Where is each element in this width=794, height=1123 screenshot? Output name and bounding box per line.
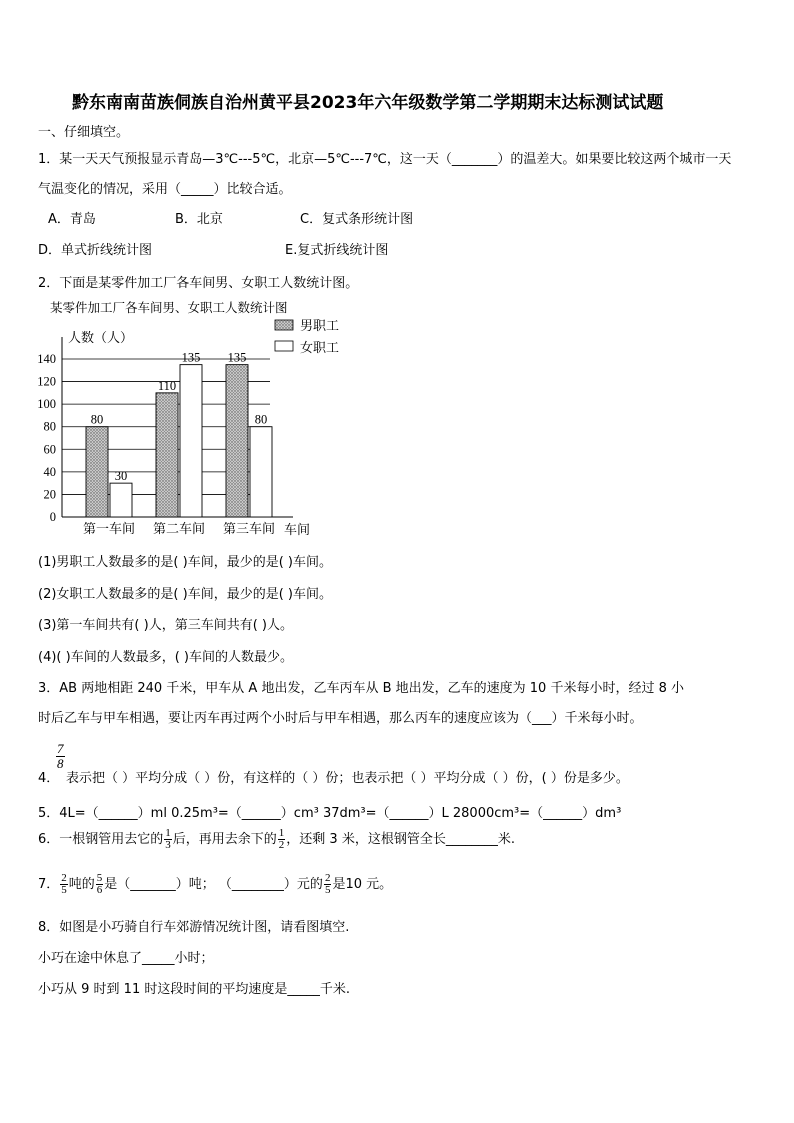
q6-fraction-2 [278, 828, 286, 851]
q7-fraction-2 [96, 873, 104, 896]
bar-chart [0, 0, 794, 560]
q2-sub1: (1)男职工人数最多的是( )车间，最少的是( )车间。 [38, 555, 332, 570]
q7-f3-den: 5 [324, 884, 331, 896]
q7-f2-num: 5 [96, 872, 103, 884]
y-tick-label: 100 [37, 397, 56, 412]
q2-sub4: (4)( )车间的人数最多，( )车间的人数最少。 [38, 650, 293, 665]
q1-line2: 气温变化的情况，采用（_____）比较合适。 [38, 182, 292, 197]
q7-line [38, 873, 392, 897]
q4-number: 4． [38, 771, 60, 786]
q1-option-b: B．北京 [175, 212, 223, 227]
q8-intro: 8．如图是小巧骑自行车郊游情况统计图，请看图填空. [38, 920, 350, 935]
y-tick-label: 80 [43, 419, 56, 434]
q8-line2: 小巧从 9 时到 11 时这段时间的平均速度是_____千米. [38, 982, 350, 997]
q4-fraction-numerator: 7 [57, 741, 64, 756]
q7-f1-num: 2 [61, 872, 67, 884]
legend-label-male: 男职工 [300, 318, 340, 333]
q7-text-d: 是10 元。 [332, 877, 393, 892]
q4-text: 表示把（ ）平均分成（ ）份，有这样的（ ）份；也表示把（ ）平均分成（ ）份，( ）份是多少。 [66, 771, 629, 786]
legend-swatch-male [275, 320, 293, 330]
y-tick-label: 140 [37, 352, 56, 366]
bar-female [180, 365, 202, 517]
y-tick-label: 40 [43, 464, 56, 479]
q6-text-a: 6．一根钢管用去它的 [38, 832, 164, 847]
bar-value-label: 80 [254, 412, 268, 427]
bar-value-label: 80 [90, 412, 104, 427]
q2-sub2: (2)女职工人数最多的是( )车间，最少的是( )车间。 [38, 587, 332, 602]
bar-male [226, 365, 248, 517]
bar-male [86, 427, 108, 517]
q4-fraction-denominator: 8 [57, 756, 64, 771]
q1-option-a: A．青岛 [48, 212, 96, 227]
q7-f1-den: 5 [61, 884, 67, 896]
bar-value-label: 110 [157, 378, 177, 393]
bar-female [250, 427, 272, 517]
q3-line2: 时后乙车与甲车相遇，要让丙车再过两个小时后与甲车相遇，那么丙车的速度应该为（___）千米每小时。 [38, 711, 643, 726]
x-tick-label: 第三车间 [222, 521, 276, 536]
q6-fraction-1 [164, 828, 172, 851]
x-axis-label: 车间 [284, 522, 311, 537]
x-tick-label: 第一车间 [82, 521, 136, 536]
q2-sub3: (3)第一车间共有( )人，第三车间共有( )人。 [38, 618, 293, 633]
y-tick-label: 120 [37, 374, 56, 389]
page-title: 黔东南南苗族侗族自治州黄平县2023年六年级数学第二学期期末达标测试试题 [72, 93, 664, 113]
q6-text-b: 后，再用去余下的 [172, 832, 277, 847]
section-heading: 一、仔细填空。 [38, 125, 130, 140]
bar-male [156, 393, 178, 517]
q7-f2-den: 6 [96, 884, 103, 896]
q6-f2-den: 2 [278, 839, 285, 851]
q6-f2-num: 1 [278, 827, 285, 839]
q6-f1-den: 3 [165, 839, 171, 851]
legend-swatch-female [275, 341, 293, 351]
y-tick-label: 0 [49, 510, 56, 524]
q2-intro: 2．下面是某零件加工厂各车间男、女职工人数统计图。 [38, 276, 359, 291]
legend [275, 318, 339, 355]
q7-text-c: 是（_______）吨； （________）元的 [104, 877, 323, 892]
q7-text-b: 吨的 [68, 877, 95, 892]
q3-line1: 3．AB 两地相距 240 千米，甲车从 A 地出发，乙车丙车从 B 地出发，乙车的速度为 10 千米每小时，经过 8 小 [38, 681, 684, 696]
x-tick-label: 第二车间 [152, 521, 206, 536]
q6-line [38, 828, 515, 852]
q1-option-c: C．复式条形统计图 [300, 212, 414, 227]
y-tick-label: 20 [43, 487, 56, 502]
q1-line1: 1．某一天天气预报显示青岛—3℃---5℃，北京—5℃---7℃，这一天（_______）的温差大。如果要比较这两个城市一天 [38, 152, 732, 167]
q8-line1: 小巧在途中休息了_____小时； [38, 951, 214, 966]
q7-fraction-3 [324, 873, 332, 896]
q5-text: 5．4L=（______）ml 0.25m³=（______）cm³ 37dm³=（______）L 28000cm³=（______）dm³ [38, 806, 622, 821]
bar-value-label: 135 [227, 350, 247, 365]
q7-text-a: 7． [38, 877, 60, 892]
q1-option-d: D．单式折线统计图 [38, 243, 153, 258]
legend-label-female: 女职工 [300, 340, 340, 355]
chart-title: 某零件加工厂各车间男、女职工人数统计图 [50, 301, 288, 315]
bar-value-label: 135 [181, 350, 201, 365]
y-axis-label: 人数（人） [68, 330, 134, 345]
bar-female [110, 483, 132, 517]
y-tick-label: 60 [43, 442, 56, 457]
q6-text-c: ，还剩 3 米，这根钢管全长________米. [286, 832, 515, 847]
q7-fraction-1 [60, 873, 68, 896]
q6-f1-num: 1 [165, 827, 171, 839]
bar-value-label: 30 [114, 469, 128, 484]
q1-option-e: E.复式折线统计图 [285, 243, 389, 258]
q7-f3-num: 2 [324, 872, 331, 884]
